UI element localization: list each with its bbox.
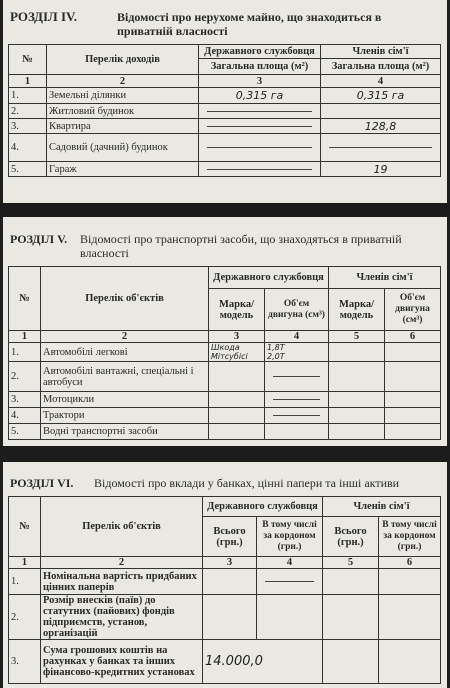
page-gap bbox=[0, 446, 450, 462]
dash-line bbox=[207, 126, 312, 127]
row-label: Житловий будинок bbox=[47, 104, 199, 119]
section-subtitle: Відомості про транспортні засоби, що знаходяться в приватній власності bbox=[80, 232, 402, 260]
row-number: 3. bbox=[9, 640, 41, 684]
table-row bbox=[9, 104, 441, 119]
handwritten-value: 128,8 bbox=[321, 119, 441, 134]
col-number: 2 bbox=[41, 557, 203, 569]
col-number: 4 bbox=[257, 557, 323, 569]
section-subtitle: Відомості про вклади у банках, цінні папери та інші активи bbox=[94, 476, 400, 490]
handwritten-value: 19 bbox=[321, 162, 441, 177]
col-family-header: Членів сім'ї bbox=[329, 267, 441, 289]
handwritten-value: 0,315 га bbox=[321, 88, 441, 104]
handwritten-volume: 1,8T bbox=[267, 343, 285, 352]
section-title: РОЗДІЛ VI. bbox=[10, 476, 74, 490]
dash-line bbox=[207, 147, 312, 148]
table-row bbox=[9, 392, 441, 408]
col-number: 6 bbox=[385, 331, 441, 343]
section-vi bbox=[8, 466, 440, 686]
row-number: 5. bbox=[9, 424, 41, 440]
section-title: РОЗДІЛ IV. bbox=[10, 9, 78, 24]
table-row bbox=[9, 343, 441, 362]
row-number: 5. bbox=[9, 162, 47, 177]
table-row bbox=[9, 362, 441, 392]
total-header: Всього (грн.) bbox=[323, 517, 379, 557]
col-number: 4 bbox=[321, 75, 441, 88]
row-number: 2. bbox=[9, 362, 41, 392]
abroad-header: В тому числі за кордоном (грн.) bbox=[257, 517, 323, 557]
handwritten-volume: 2,0T bbox=[267, 352, 285, 361]
dash-line bbox=[273, 415, 320, 416]
row-label: Розмір внесків (паїв) до статутних (пайових) фондів підприємств, установ, організацій bbox=[41, 595, 203, 640]
page-gap bbox=[0, 203, 450, 217]
handwritten-value: 0,315 га bbox=[199, 88, 321, 104]
col-no-header: № bbox=[9, 497, 41, 557]
row-number: 3. bbox=[9, 392, 41, 408]
row-label: Водні транспортні засоби bbox=[41, 424, 209, 440]
row-label: Автомобілі легкові bbox=[41, 343, 209, 362]
col-number: 3 bbox=[209, 331, 265, 343]
handwritten-value: 14.000,0 bbox=[203, 640, 323, 684]
section-subtitle: Відомості про нерухоме майно, що знаходиться в приватній власності bbox=[117, 10, 382, 38]
handwritten-brand: Мітсубісі bbox=[211, 352, 248, 361]
col-family-header: Членів сім'ї bbox=[323, 497, 441, 517]
dash-line bbox=[265, 581, 314, 582]
col-name-header: Перелік об'єктів bbox=[41, 497, 203, 557]
table-row bbox=[9, 569, 441, 595]
table-row bbox=[9, 408, 441, 424]
table-row bbox=[9, 595, 441, 640]
row-number: 1. bbox=[9, 569, 41, 595]
table-row bbox=[9, 88, 441, 104]
dash-line bbox=[207, 111, 312, 112]
area-header: Загальна площа (м²) bbox=[321, 59, 441, 75]
row-label: Гараж bbox=[47, 162, 199, 177]
row-number: 2. bbox=[9, 104, 47, 119]
brand-header: Марка/ модель bbox=[329, 289, 385, 331]
col-number: 4 bbox=[265, 331, 329, 343]
col-name-header: Перелік доходів bbox=[47, 45, 199, 75]
row-label: Квартира bbox=[47, 119, 199, 134]
row-number: 3. bbox=[9, 119, 47, 134]
table-row bbox=[9, 134, 441, 162]
area-header: Загальна площа (м²) bbox=[199, 59, 321, 75]
dash-line bbox=[273, 376, 320, 377]
row-label: Трактори bbox=[41, 408, 209, 424]
vehicles-table bbox=[8, 266, 441, 440]
row-number: 1. bbox=[9, 88, 47, 104]
real-estate-table bbox=[8, 44, 441, 177]
row-number: 2. bbox=[9, 595, 41, 640]
col-civil-servant-header: Державного службовця bbox=[203, 497, 323, 517]
dash-line bbox=[273, 399, 320, 400]
dash-line bbox=[329, 147, 432, 148]
col-number: 3 bbox=[199, 75, 321, 88]
row-number: 4. bbox=[9, 408, 41, 424]
col-number: 3 bbox=[203, 557, 257, 569]
row-number: 4. bbox=[9, 134, 47, 162]
col-family-header: Членів сім'ї bbox=[321, 45, 441, 59]
total-header: Всього (грн.) bbox=[203, 517, 257, 557]
col-number: 1 bbox=[9, 557, 41, 569]
col-number: 1 bbox=[9, 75, 47, 88]
col-number: 5 bbox=[329, 331, 385, 343]
row-label: Мотоцикли bbox=[41, 392, 209, 408]
col-civil-servant-header: Державного службовця bbox=[209, 267, 329, 289]
table-row bbox=[9, 162, 441, 177]
section-v bbox=[8, 222, 440, 444]
table-row bbox=[9, 640, 441, 684]
row-number: 1. bbox=[9, 343, 41, 362]
row-label: Земельні ділянки bbox=[47, 88, 199, 104]
col-number: 2 bbox=[47, 75, 199, 88]
col-number: 5 bbox=[323, 557, 379, 569]
section-title: РОЗДІЛ V. bbox=[10, 232, 68, 246]
col-number: 2 bbox=[41, 331, 209, 343]
row-label: Автомобілі вантажні, спеціальні і автобуси bbox=[41, 362, 209, 392]
abroad-header: В тому числі за кордоном (грн.) bbox=[379, 517, 441, 557]
col-name-header: Перелік об'єктів bbox=[41, 267, 209, 331]
handwritten-brand: Шкода bbox=[211, 343, 240, 352]
engine-volume-header: Об'єм двигуна (см³) bbox=[385, 289, 441, 331]
dash-line bbox=[207, 169, 312, 170]
section-iv bbox=[8, 6, 440, 199]
row-label: Садовий (дачний) будинок bbox=[47, 134, 199, 162]
col-civil-servant-header: Державного службовця bbox=[199, 45, 321, 59]
table-row bbox=[9, 119, 441, 134]
row-label: Номінальна вартість придбаних цінних паперів bbox=[41, 569, 203, 595]
col-no-header: № bbox=[9, 45, 47, 75]
col-number: 1 bbox=[9, 331, 41, 343]
col-number: 6 bbox=[379, 557, 441, 569]
assets-table bbox=[8, 496, 441, 684]
brand-header: Марка/ модель bbox=[209, 289, 265, 331]
table-row bbox=[9, 424, 441, 440]
engine-volume-header: Об'єм двигуна (см³) bbox=[265, 289, 329, 331]
col-no-header: № bbox=[9, 267, 41, 331]
row-label: Сума грошових коштів на рахунках у банках та інших фінансово-кредитних установах bbox=[41, 640, 203, 684]
